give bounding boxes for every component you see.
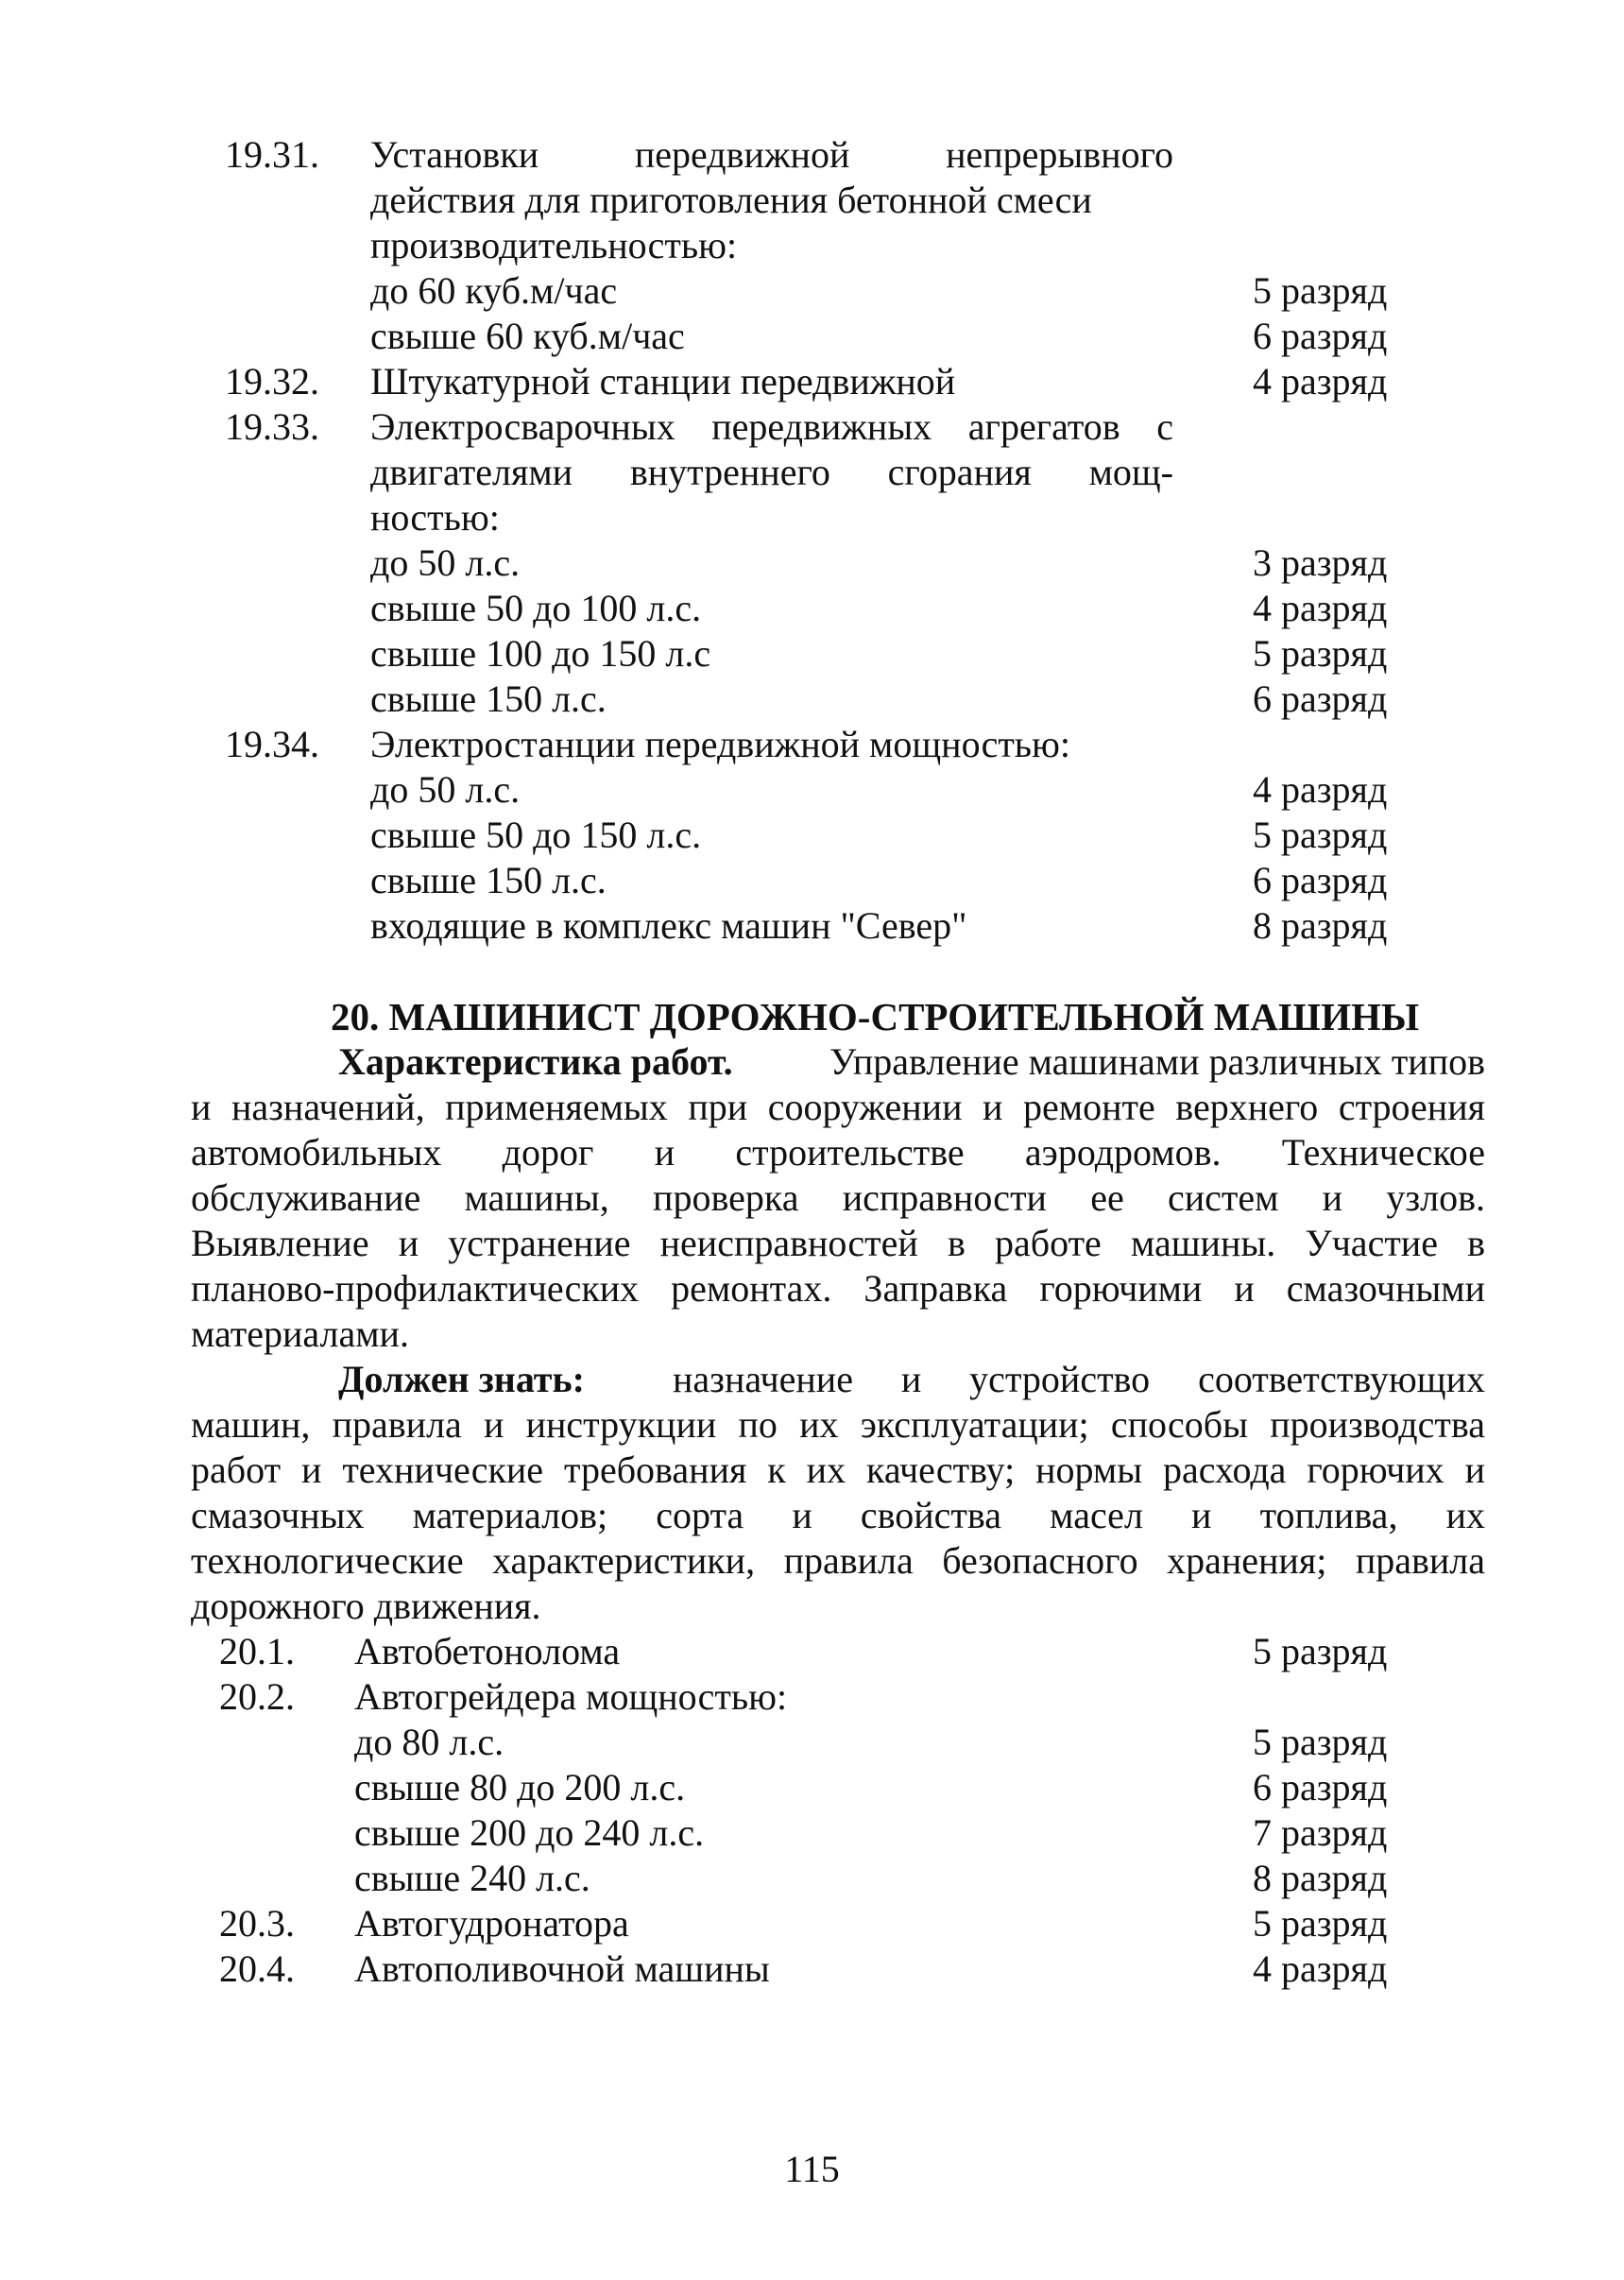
entry-rank: 3 разряд: [1253, 541, 1388, 584]
entry-row-label: свыше 100 до 150 л.с: [370, 632, 711, 675]
page-number: 115: [784, 2148, 840, 2190]
entry-number: 19.34.: [225, 723, 319, 765]
knowledge-text: технологические характеристики, правила безопасного хранения; правила: [191, 1539, 1485, 1582]
characteristic-text: и назначений, применяемых при сооружении и ремонте верхнего строения: [191, 1086, 1485, 1128]
entry-number: 20.3.: [219, 1902, 295, 1945]
entry-title: Автогудронатора: [354, 1902, 629, 1945]
knowledge-label: Должен знать:: [338, 1358, 585, 1400]
entry-title: двигателями внутреннего сгорания мощ-: [370, 451, 1173, 493]
entry-row-label: свыше 150 л.с.: [370, 859, 607, 901]
entry-title: Автогрейдера мощностью:: [354, 1675, 788, 1718]
entry-title: Автобетонолома: [354, 1630, 621, 1672]
characteristic-text: автомобильных дорог и строительстве аэродромов. Техническое: [191, 1131, 1485, 1174]
entry-number: 19.32.: [225, 360, 319, 403]
entry-title: Электросварочных передвижных агрегатов с: [370, 405, 1173, 448]
entry-row-label: свыше 240 л.с.: [354, 1857, 590, 1899]
entry-row-label: до 80 л.с.: [354, 1721, 504, 1763]
entry-rank: 5 разряд: [1253, 1902, 1388, 1945]
characteristic-text: обслуживание машины, проверка исправности ее систем и узлов.: [191, 1176, 1485, 1219]
entry-row-label: до 50 л.с.: [370, 541, 521, 584]
entry-rank: 5 разряд: [1253, 632, 1388, 675]
entry-row-label: входящие в комплекс машин "Север": [370, 904, 967, 947]
characteristic-text: Выявление и устранение неисправностей в работе машины. Участие в: [191, 1222, 1485, 1264]
entry-row-label: свыше 50 до 100 л.с.: [370, 587, 702, 629]
knowledge-text: смазочных материалов; сорта и свойства масел и топлива, их: [191, 1494, 1485, 1536]
knowledge-text: назначение и устройство соответствующих: [673, 1358, 1485, 1400]
knowledge-text: работ и технические требования к их качеству; нормы расхода горючих и: [191, 1449, 1485, 1491]
entry-title: Автополивочной машины: [354, 1947, 770, 1990]
entry-row-label: свыше 150 л.с.: [370, 677, 607, 720]
entry-title: действия для приготовления бетонной смеси: [370, 179, 1092, 221]
entry-rank: 6 разряд: [1253, 315, 1388, 357]
entry-row-label: до 50 л.с.: [370, 768, 521, 811]
entry-rank: 5 разряд: [1253, 1630, 1388, 1672]
entry-rank: 4 разряд: [1253, 587, 1388, 629]
entry-rank: 8 разряд: [1253, 904, 1388, 947]
entry-rank: 7 разряд: [1253, 1811, 1388, 1854]
entry-number: 19.33.: [225, 405, 319, 448]
characteristic-text: материалами.: [191, 1312, 409, 1355]
entry-number: 20.4.: [219, 1947, 295, 1990]
entry-rank: 5 разряд: [1253, 814, 1388, 856]
characteristic-first-line: [338, 1039, 1485, 1085]
entry-title: производительностью:: [370, 224, 738, 266]
knowledge-first-line: [338, 1357, 1485, 1402]
entry-row-label: свыше 200 до 240 л.с.: [354, 1811, 705, 1854]
knowledge-text: машин, правила и инструкции по их эксплуатации; способы производства: [191, 1403, 1485, 1446]
entry-title: Штукатурной станции передвижной: [370, 360, 956, 403]
entry-rank: 4 разряд: [1253, 1947, 1388, 1990]
entry-row-label: свыше 50 до 150 л.с.: [370, 814, 702, 856]
characteristic-label: Характеристика работ.: [338, 1040, 733, 1083]
knowledge-text: дорожного движения.: [191, 1585, 541, 1627]
entry-row-label: свыше 80 до 200 л.с.: [354, 1766, 686, 1809]
entry-rank: 6 разряд: [1253, 677, 1388, 720]
entry-number: 20.2.: [219, 1675, 295, 1718]
entry-title: Установки передвижной непрерывного: [370, 133, 1173, 176]
entry-rank: 8 разряд: [1253, 1857, 1388, 1899]
entry-rank: 6 разряд: [1253, 859, 1388, 901]
characteristic-text: Управление машинами различных типов: [829, 1040, 1485, 1083]
entry-rank: 5 разряд: [1253, 269, 1388, 312]
entry-title: ностью:: [370, 496, 500, 539]
entry-number: 20.1.: [219, 1630, 295, 1672]
entry-rank: 5 разряд: [1253, 1721, 1388, 1763]
characteristic-text: планово-профилактических ремонтах. Заправка горючими и смазочными: [191, 1267, 1485, 1310]
entry-title: Электростанции передвижной мощностью:: [370, 723, 1071, 765]
entry-row-label: до 60 куб.м/час: [370, 269, 618, 312]
entry-number: 19.31.: [225, 133, 319, 176]
section-heading: 20. МАШИНИСТ ДОРОЖНО-СТРОИТЕЛЬНОЙ МАШИНЫ: [331, 995, 1420, 1038]
entry-rank: 4 разряд: [1253, 768, 1388, 811]
entry-row-label: свыше 60 куб.м/час: [370, 315, 685, 357]
entry-rank: 6 разряд: [1253, 1766, 1388, 1809]
entry-rank: 4 разряд: [1253, 360, 1388, 403]
